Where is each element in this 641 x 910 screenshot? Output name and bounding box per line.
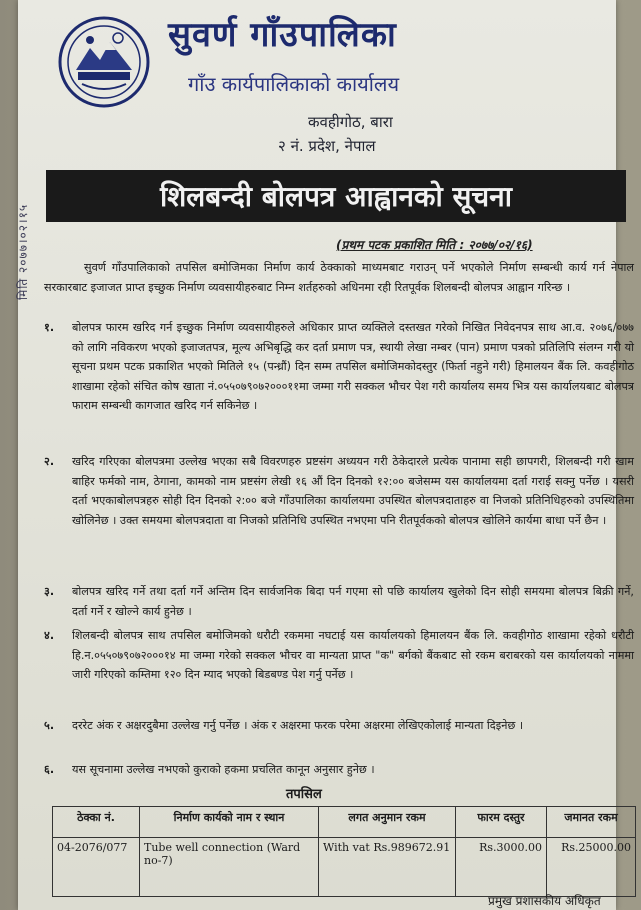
margin-handwritten-date: मिति २०७७।०२।१५ bbox=[16, 203, 30, 300]
condition-number: ३. bbox=[44, 585, 55, 598]
condition-item-6 bbox=[44, 760, 634, 780]
condition-number: ४. bbox=[44, 629, 55, 642]
condition-item-1 bbox=[44, 318, 634, 416]
work-name-cell: Tube well connection (Ward no-7) bbox=[140, 838, 319, 897]
intro-paragraph: सुवर्ण गाँउपालिकाको तपसिल बमोजिमका निर्माण कार्य ठेक्काको माध्यमबाट गराउन् पर्ने भएकोले निर्माण सम्बन्धी कार्य गर्न नेपाल सरकारबाट इजाजत प्राप्त इच्छुक निर्माण व्यवसायीहरुबाट निम्न शर्तहरुको अधिनमा रही रितपूर्वक शिलबन्दी बोलपत्र आह्वान गरिन्छ । bbox=[44, 261, 634, 294]
condition-text: बोलपत्र खरिद गर्ने तथा दर्ता गर्ने अन्तिम दिन सार्वजनिक बिदा पर्न गएमा सो पछि कार्यालय खुलेको दिन सोही समयमा बोलपत्र बिक्री गर्ने, दर्ता गर्ने र खोल्ने कार्य हुनेछ । bbox=[72, 585, 634, 618]
condition-text: खरिद गरिएका बोलपत्रमा उल्लेख भएका सबै विवरणहरु प्रष्टसंग अध्ययन गरी ठेकेदारले प्रत्येक पानामा सही छापगरी, शिलबन्दी गरी खाम बाहिर फर्मको नाम, ठेगाना, कामको नाम प्रष्टसंग लेखी १६ औं दिन दिनको १२:०० बजेसम्म यस कार्यालयमा दर्ता गराई सक्नु पर्नेछ । यसरी दर्ता भएकाबोलपत्रहरु सोही दिन दिनको २:०० बजे गाँउपालिका कार्यालयमा उपस्थित बोलपत्रदाताहरु वा निजको प्रतिनिधिहरुको उपस्थितिमा खोलिनेछ । उक्त समयमा बोलपत्रदाता वा निजको प्रतिनिधि उपस्थित नभएमा पनि रीतपूर्वकको बोलपत्र खोलिने कार्यमा बाधा पर्ने छैन । bbox=[72, 455, 634, 527]
condition-text: शिलबन्दी बोलपत्र साथ तपसिल बमोजिमको धरौटी रकममा नघटाई यस कार्यालयको हिमालयन बैंक लि. कवहीगोठ शाखामा रहेको धरौटी हि.न.०५५०७९०७२०००१४ मा जम्मा गरेको सक्कल भौचर वा मान्यता प्राप्त "क" बर्गको बैंकबाट सो रकम बराबरको यस कार्यालयको नाममा जारी गरिएको कम्तिमा १२० दिन म्याद भएको बिडबण्ड पेश गर्नु पर्नेछ । bbox=[72, 629, 634, 681]
condition-number: १. bbox=[44, 321, 55, 334]
signature-label: प्रमुख प्रशासकीय अधिकृत bbox=[488, 894, 601, 908]
schedule-title: तपसिल bbox=[286, 787, 322, 802]
condition-number: ६. bbox=[44, 763, 55, 776]
condition-item-4 bbox=[44, 626, 634, 685]
contract-schedule-table bbox=[52, 806, 636, 897]
column-header: ठेक्का नं. bbox=[53, 807, 140, 838]
estimate-amount-cell: With vat Rs.989672.91 bbox=[319, 838, 456, 897]
address-line-2: २ नं. प्रदेश, नेपाल bbox=[278, 137, 376, 155]
condition-item-5 bbox=[44, 716, 634, 736]
column-header: फारम दस्तुर bbox=[456, 807, 547, 838]
column-header: जमानत रकम bbox=[547, 807, 636, 838]
publication-date: (प्रथम पटक प्रकाशित मिति : २०७७/०२/१६) bbox=[336, 238, 533, 252]
notice-banner: शिलबन्दी बोलपत्र आह्वानको सूचना bbox=[46, 170, 626, 222]
condition-text: बोलपत्र फारम खरिद गर्न इच्छुक निर्माण व्यवसायीहरुले अधिकार प्राप्त व्यक्तिले दस्तखत गरेको निखित निवेदनपत्र साथ आ.व. २०७६/०७७ को लागि नविकरण भएको इजाजतपत्र, मूल्य अभिबृद्धि कर दर्ता प्रमाण पत्र, स्थायी लेखा नम्बर (पान) प्रमाण पत्रको प्रतिलिपि संलग्न गरी यो सूचना प्रथम पटक प्रकाशित भएको मितिले १५ (पन्ध्रौं) दिन सम्म तपसिल बमोजिमकोदस्तुर (फिर्ता नहुने गरी) हिमालयन बैंक लि. कवहीगोठ शाखामा रहेको संचित कोष खाता नं.०५५०७९०७२०००११मा जम्मा गरी सक्कल भौचर पेश गरी कार्यालय समय भित्र यस कार्यालयबाट बोलपत्र फाराम सम्बन्धी कागजात खरिद गर्न सकिनेछ । bbox=[72, 321, 634, 412]
municipality-title: सुवर्ण गाँउपालिका bbox=[168, 15, 397, 55]
column-header: लगत अनुमान रकम bbox=[319, 807, 456, 838]
column-header: निर्माण कार्यको नाम र स्थान bbox=[140, 807, 319, 838]
condition-item-2 bbox=[44, 452, 634, 530]
security-amount-cell: Rs.25000.00 bbox=[547, 838, 636, 897]
table-row bbox=[53, 838, 636, 897]
condition-item-3 bbox=[44, 582, 634, 621]
address-line-1: कवहीगोठ, बारा bbox=[308, 113, 393, 131]
condition-text: दररेट अंक र अक्षरदुबैमा उल्लेख गर्नु पर्नेछ । अंक र अक्षरमा फरक परेमा अक्षरमा लेखिएकोलाई मान्यता दिइनेछ । bbox=[72, 719, 524, 732]
office-name: गाँउ कार्यपालिकाको कार्यालय bbox=[188, 72, 400, 96]
form-fee-cell: Rs.3000.00 bbox=[456, 838, 547, 897]
notice-paper bbox=[16, 0, 634, 910]
contract-number-cell: 04-2076/077 bbox=[53, 838, 140, 897]
condition-number: ५. bbox=[44, 719, 55, 732]
condition-number: २. bbox=[44, 455, 55, 468]
municipality-emblem-icon bbox=[56, 14, 152, 110]
table-header-row bbox=[53, 807, 636, 838]
condition-text: यस सूचनामा उल्लेख नभएको कुराको हकमा प्रचलित कानून अनुसार हुनेछ । bbox=[72, 763, 375, 776]
